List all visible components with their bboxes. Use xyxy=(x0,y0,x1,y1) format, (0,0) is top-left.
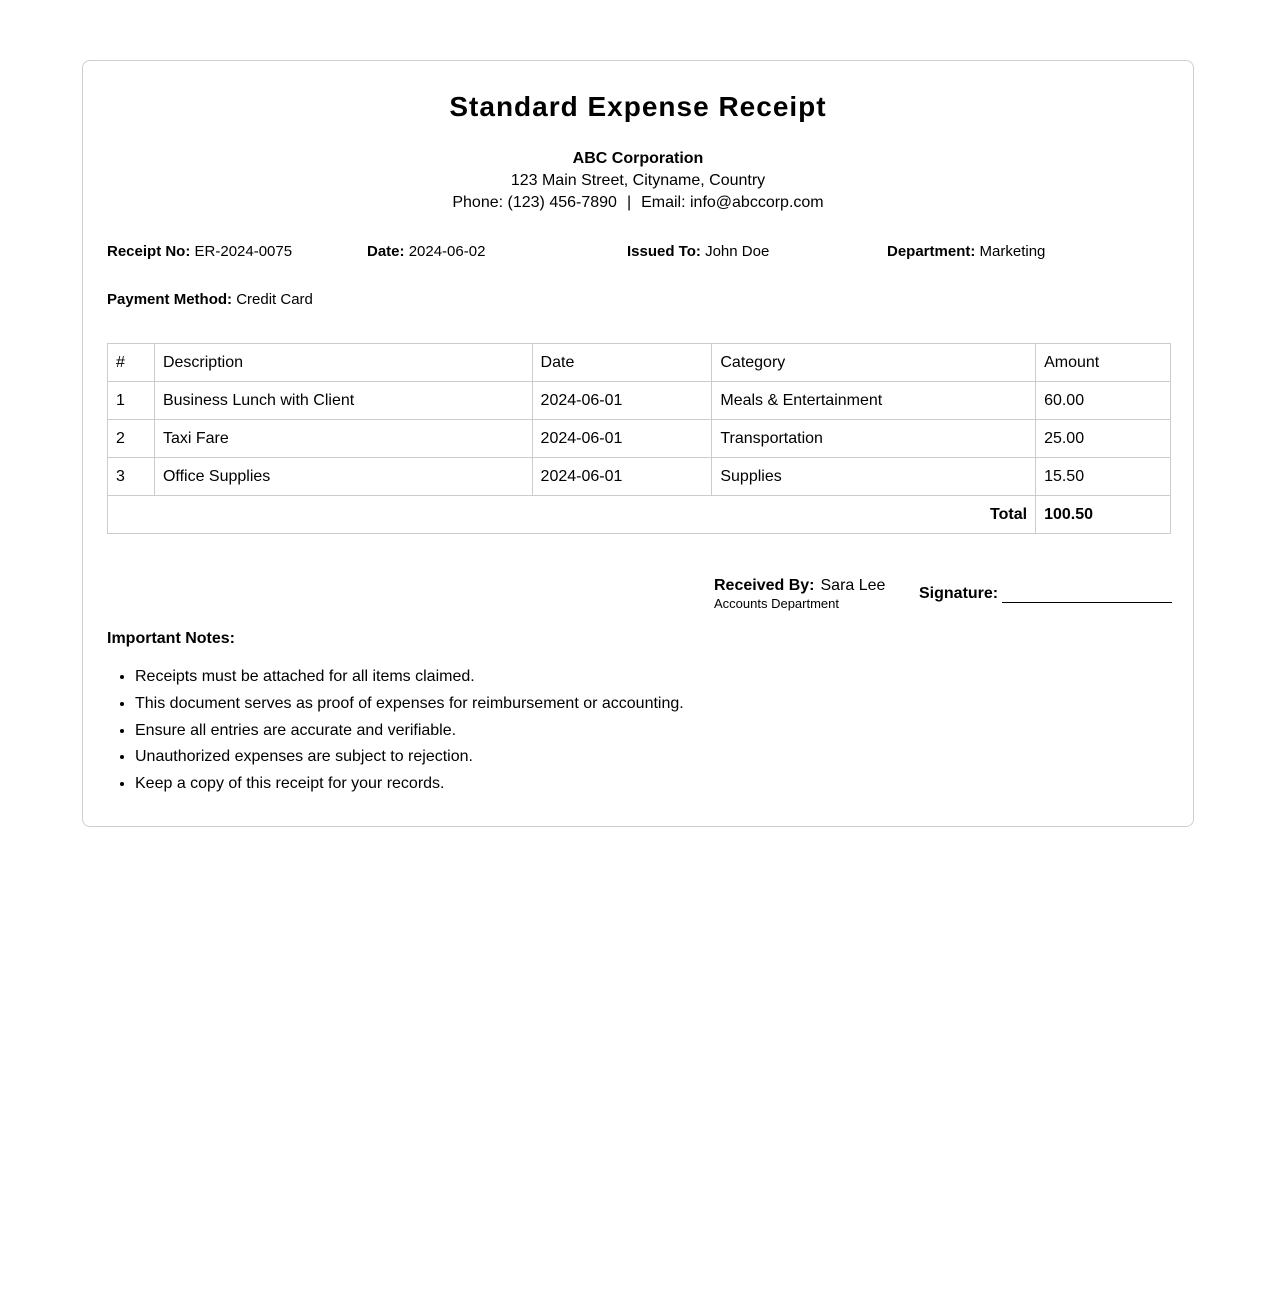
department xyxy=(887,243,1045,260)
row-amount: 60.00 xyxy=(1036,382,1171,420)
list-item: • Ensure all entries are accurate and verifiable. xyxy=(135,718,684,745)
company-phone: Phone: (123) 456-7890 xyxy=(452,194,617,211)
list-item: • Unauthorized expenses are subject to rejection. xyxy=(135,744,684,771)
notes-title: Important Notes: xyxy=(107,630,235,647)
issued-to-label: Issued To: xyxy=(627,243,701,260)
total-value: 100.50 xyxy=(1036,496,1171,534)
row-number: 3 xyxy=(108,458,155,496)
payment-method-label: Payment Method: xyxy=(107,291,233,308)
row-date: 2024-06-01 xyxy=(532,458,712,496)
receipt-card xyxy=(82,60,1194,827)
column-header: Category xyxy=(712,344,1036,382)
row-description: Taxi Fare xyxy=(154,420,532,458)
page-title: Standard Expense Receipt xyxy=(449,91,827,122)
received-by-label: Received By: xyxy=(714,577,815,594)
contact-separator: | xyxy=(626,194,632,211)
company-info xyxy=(83,148,1193,214)
receipt-date xyxy=(367,243,485,260)
list-item: • This document serves as proof of expenses for reimbursement or accounting. xyxy=(135,691,684,718)
company-name: ABC Corporation xyxy=(572,150,704,167)
expense-table xyxy=(107,343,1171,534)
row-number: 2 xyxy=(108,420,155,458)
table-header-row xyxy=(108,344,1171,382)
list-item: • Receipts must be attached for all items claimed. xyxy=(135,664,684,691)
row-amount: 15.50 xyxy=(1036,458,1171,496)
signature-line xyxy=(1002,586,1172,603)
total-label: Total xyxy=(108,496,1036,534)
payment-method xyxy=(107,291,313,308)
company-address: 123 Main Street, Cityname, Country xyxy=(510,172,766,189)
received-by xyxy=(714,577,885,611)
receipt-number-label: Receipt No: xyxy=(107,243,191,260)
row-number: 1 xyxy=(108,382,155,420)
received-by-name: Sara Lee xyxy=(820,577,886,594)
department-value: Marketing xyxy=(979,243,1046,260)
row-date: 2024-06-01 xyxy=(532,382,712,420)
signature-label: Signature: xyxy=(919,585,999,602)
table-row xyxy=(108,420,1171,458)
table-row xyxy=(108,382,1171,420)
receipt-date-label: Date: xyxy=(367,243,405,260)
row-amount: 25.00 xyxy=(1036,420,1171,458)
company-contact xyxy=(83,192,1193,214)
row-date: 2024-06-01 xyxy=(532,420,712,458)
row-category: Meals & Entertainment xyxy=(712,382,1036,420)
receipt-date-value: 2024-06-02 xyxy=(408,243,486,260)
row-category: Supplies xyxy=(712,458,1036,496)
department-label: Department: xyxy=(887,243,976,260)
received-by-department: Accounts Department xyxy=(714,596,840,611)
notes-list xyxy=(107,664,684,798)
list-item: • Keep a copy of this receipt for your records. xyxy=(135,771,684,798)
issued-to-value: John Doe xyxy=(705,243,770,260)
receipt-number xyxy=(107,243,292,260)
row-description: Office Supplies xyxy=(154,458,532,496)
company-email: Email: info@abccorp.com xyxy=(641,194,824,211)
column-header: Date xyxy=(532,344,712,382)
receipt-number-value: ER-2024-0075 xyxy=(194,243,293,260)
payment-method-value: Credit Card xyxy=(236,291,313,308)
column-header: Amount xyxy=(1036,344,1171,382)
table-row xyxy=(108,458,1171,496)
signature-block xyxy=(919,585,1172,603)
issued-to xyxy=(627,243,769,260)
row-description: Business Lunch with Client xyxy=(154,382,532,420)
column-header: # xyxy=(108,344,155,382)
total-row xyxy=(108,496,1171,534)
column-header: Description xyxy=(154,344,532,382)
row-category: Transportation xyxy=(712,420,1036,458)
